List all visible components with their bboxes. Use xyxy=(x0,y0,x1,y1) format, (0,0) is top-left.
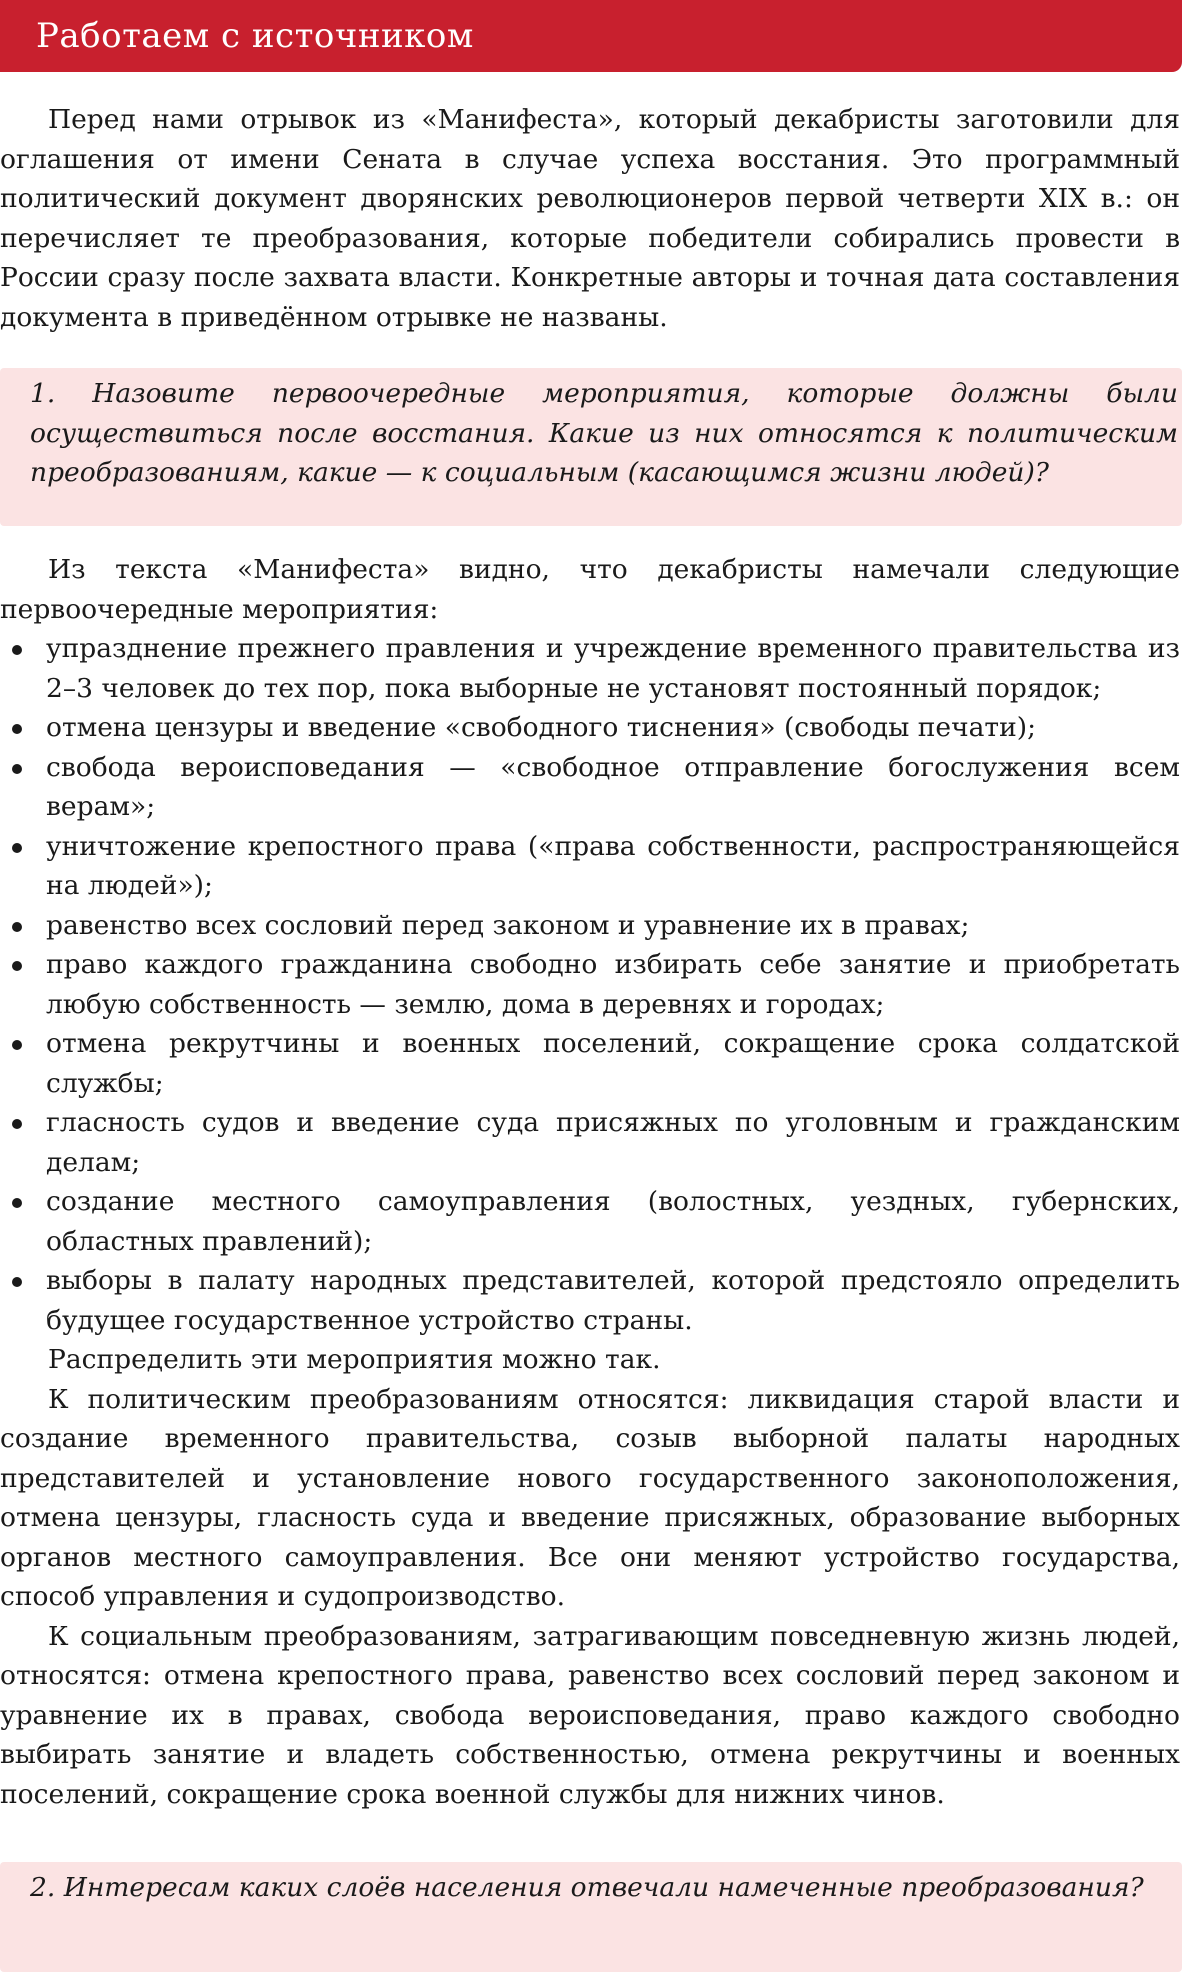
list-item-text: право каждого гражданина свободно избирать себе занятие и приобретать любую собственность — землю, дома в деревнях и городах; xyxy=(46,949,1180,1020)
list-item-text: отмена цензуры и введение «свободного тиснения» (свободы печати); xyxy=(46,712,1037,743)
answer-1-block xyxy=(0,550,1180,1814)
question-2-text: 2. Интересам каких слоёв населения отвечали намеченные преобразования? xyxy=(30,1872,1144,1903)
bullet-icon xyxy=(12,1198,22,1208)
bullet-icon xyxy=(12,764,22,774)
list-item xyxy=(0,629,1180,708)
list-item-text: свобода вероисповедания — «свободное отправление богослужения всем верам»; xyxy=(46,751,1180,822)
list-item-text: отмена рекрутчины и военных поселений, сокращение срока солдатской службы; xyxy=(46,1028,1180,1099)
section-title: Работаем с источником xyxy=(36,16,474,56)
bullet-icon xyxy=(12,1277,22,1287)
list-item xyxy=(0,1103,1180,1182)
social-paragraph: К социальным преобразованиям, затрагивающим повседневную жизнь людей, относятся: отмена крепостного права, равенство всех сословий перед законом и уравнение их в правах, свобода вероисповедания, право каждого свободно выбирать занятие и владеть собственностью, отмена рекрутчины и военных поселений, сокращение срока военной службы для нижних чинов. xyxy=(0,1620,1180,1810)
bullet-icon xyxy=(12,724,22,734)
bullet-icon xyxy=(12,922,22,932)
bullet-icon xyxy=(12,843,22,853)
section-header xyxy=(0,0,1182,72)
bullet-icon xyxy=(12,1119,22,1129)
bullet-icon xyxy=(12,645,22,655)
list-item-text: равенство всех сословий перед законом и уравнение их в правах; xyxy=(46,909,970,941)
list-item xyxy=(0,1182,1180,1261)
bullet-icon xyxy=(12,961,22,971)
question-1-box xyxy=(0,368,1182,526)
list-item-text: гласность судов и введение суда присяжных по уголовным и гражданским делам; xyxy=(46,1107,1180,1178)
question-2-box xyxy=(0,1862,1182,1972)
list-item-text: упразднение прежнего правления и учреждение временного правительства из 2–3 человек до тех пор, пока выборные не установят постоянный порядок; xyxy=(46,633,1180,704)
list-item xyxy=(0,827,1180,906)
measures-list xyxy=(0,629,1180,1340)
list-item-text: уничтожение крепостного права («права собственности, распространяющейся на людей»); xyxy=(46,830,1180,901)
answer-lead: Из текста «Манифеста» видно, что декабристы намечали следующие первоочередные мероприятия: xyxy=(0,554,1180,625)
intro-block xyxy=(0,100,1180,337)
distribute-line: Распределить эти мероприятия можно так. xyxy=(48,1344,661,1375)
list-item xyxy=(0,748,1180,827)
list-item xyxy=(0,1024,1180,1103)
list-item xyxy=(0,906,1180,946)
list-item xyxy=(0,708,1180,748)
list-item-text: создание местного самоуправления (волостных, уездных, губернских, областных правлений); xyxy=(46,1186,1180,1257)
intro-paragraph: Перед нами отрывок из «Манифеста», который декабристы заготовили для оглашения от имени Сената в случае успеха восстания. Это программный политический документ дворянских революционеров первой четверти XIX в.: он перечисляет те преобразования, которые победители собирались провести в России сразу после захвата власти. Конкретные авторы и точная дата составления документа в приведённом отрывке не названы. xyxy=(0,104,1180,333)
list-item xyxy=(0,1261,1180,1340)
question-1-text: 1. Назовите первоочередные мероприятия, которые должны были осуществиться после восстания. Какие из них относятся к политическим преобразованиям, какие — к социальным (касающимся жизни людей)? xyxy=(30,378,1178,488)
list-item xyxy=(0,945,1180,1024)
bullet-icon xyxy=(12,1040,22,1050)
political-paragraph: К политическим преобразованиям относятся: ликвидация старой власти и создание временного правительства, созыв выборной палаты народных представителей и установление нового государственного законоположения, отмена цензуры, гласность суда и введение присяжных, образование выборных органов местного самоуправления. Все они меняют устройство государства, способ управления и судопроизводство. xyxy=(0,1383,1180,1612)
list-item-text: выборы в палату народных представителей, которой предстояло определить будущее государственное устройство страны. xyxy=(46,1265,1180,1336)
